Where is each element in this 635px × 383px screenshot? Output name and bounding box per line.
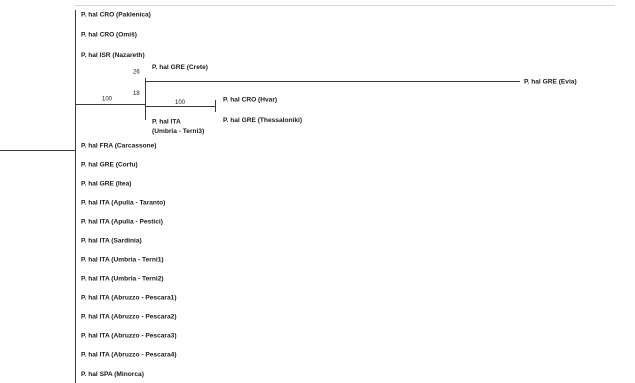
support-value: 18: [133, 91, 140, 97]
support-value: 26: [133, 69, 140, 76]
taxon-label: P. hal ITA (Umbria - Terni2): [81, 275, 164, 283]
taxon-label: P. hal ITA (Apulia - Pestici): [81, 218, 163, 226]
taxon-label-crete: P. hal GRE (Crete): [152, 64, 208, 71]
taxon-label: P. hal ITA (Abruzzo - Pescara1): [81, 294, 177, 302]
taxon-label: P. hal SPA (Minorca): [81, 371, 144, 378]
taxon-label: P. hal ITA (Umbria - Terni1): [81, 256, 164, 264]
support-value: 100: [175, 100, 186, 106]
taxon-label: P. hal ISR (Nazareth): [81, 52, 145, 59]
taxon-label: P. hal ITA (Abruzzo - Pescara4): [81, 351, 177, 359]
taxon-label-thessaloniki: P. hal GRE (Thessaloniki): [223, 117, 303, 124]
taxon-label-hvar: P. hal CRO (Hvar): [223, 96, 278, 104]
taxon-label: P. hal GRE (Itea): [81, 180, 132, 188]
taxon-label-umbria-terni3: P. hal ITA: [152, 118, 181, 126]
taxon-label: P. hal FRA (Carcassone): [81, 142, 157, 150]
taxon-label-umbria-terni3: (Umbria - Terni3): [152, 128, 205, 135]
taxon-label: P. hal CRO (Omiš): [81, 31, 137, 39]
taxon-label: P. hal ITA (Abruzzo - Pescara3): [81, 332, 177, 340]
taxon-label: P. hal GRE (Corfu): [81, 161, 138, 169]
taxon-label: P. hal ITA (Apulia - Taranto): [81, 199, 166, 207]
support-value: 100: [102, 96, 113, 103]
taxon-label: P. hal CRO (Paklenica): [81, 11, 151, 19]
taxon-label-evia: P. hal GRE (Evia): [524, 78, 577, 86]
taxon-label: P. hal ITA (Sardinia): [81, 237, 142, 245]
taxon-label: P. hal ITA (Abruzzo - Pescara2): [81, 313, 177, 321]
